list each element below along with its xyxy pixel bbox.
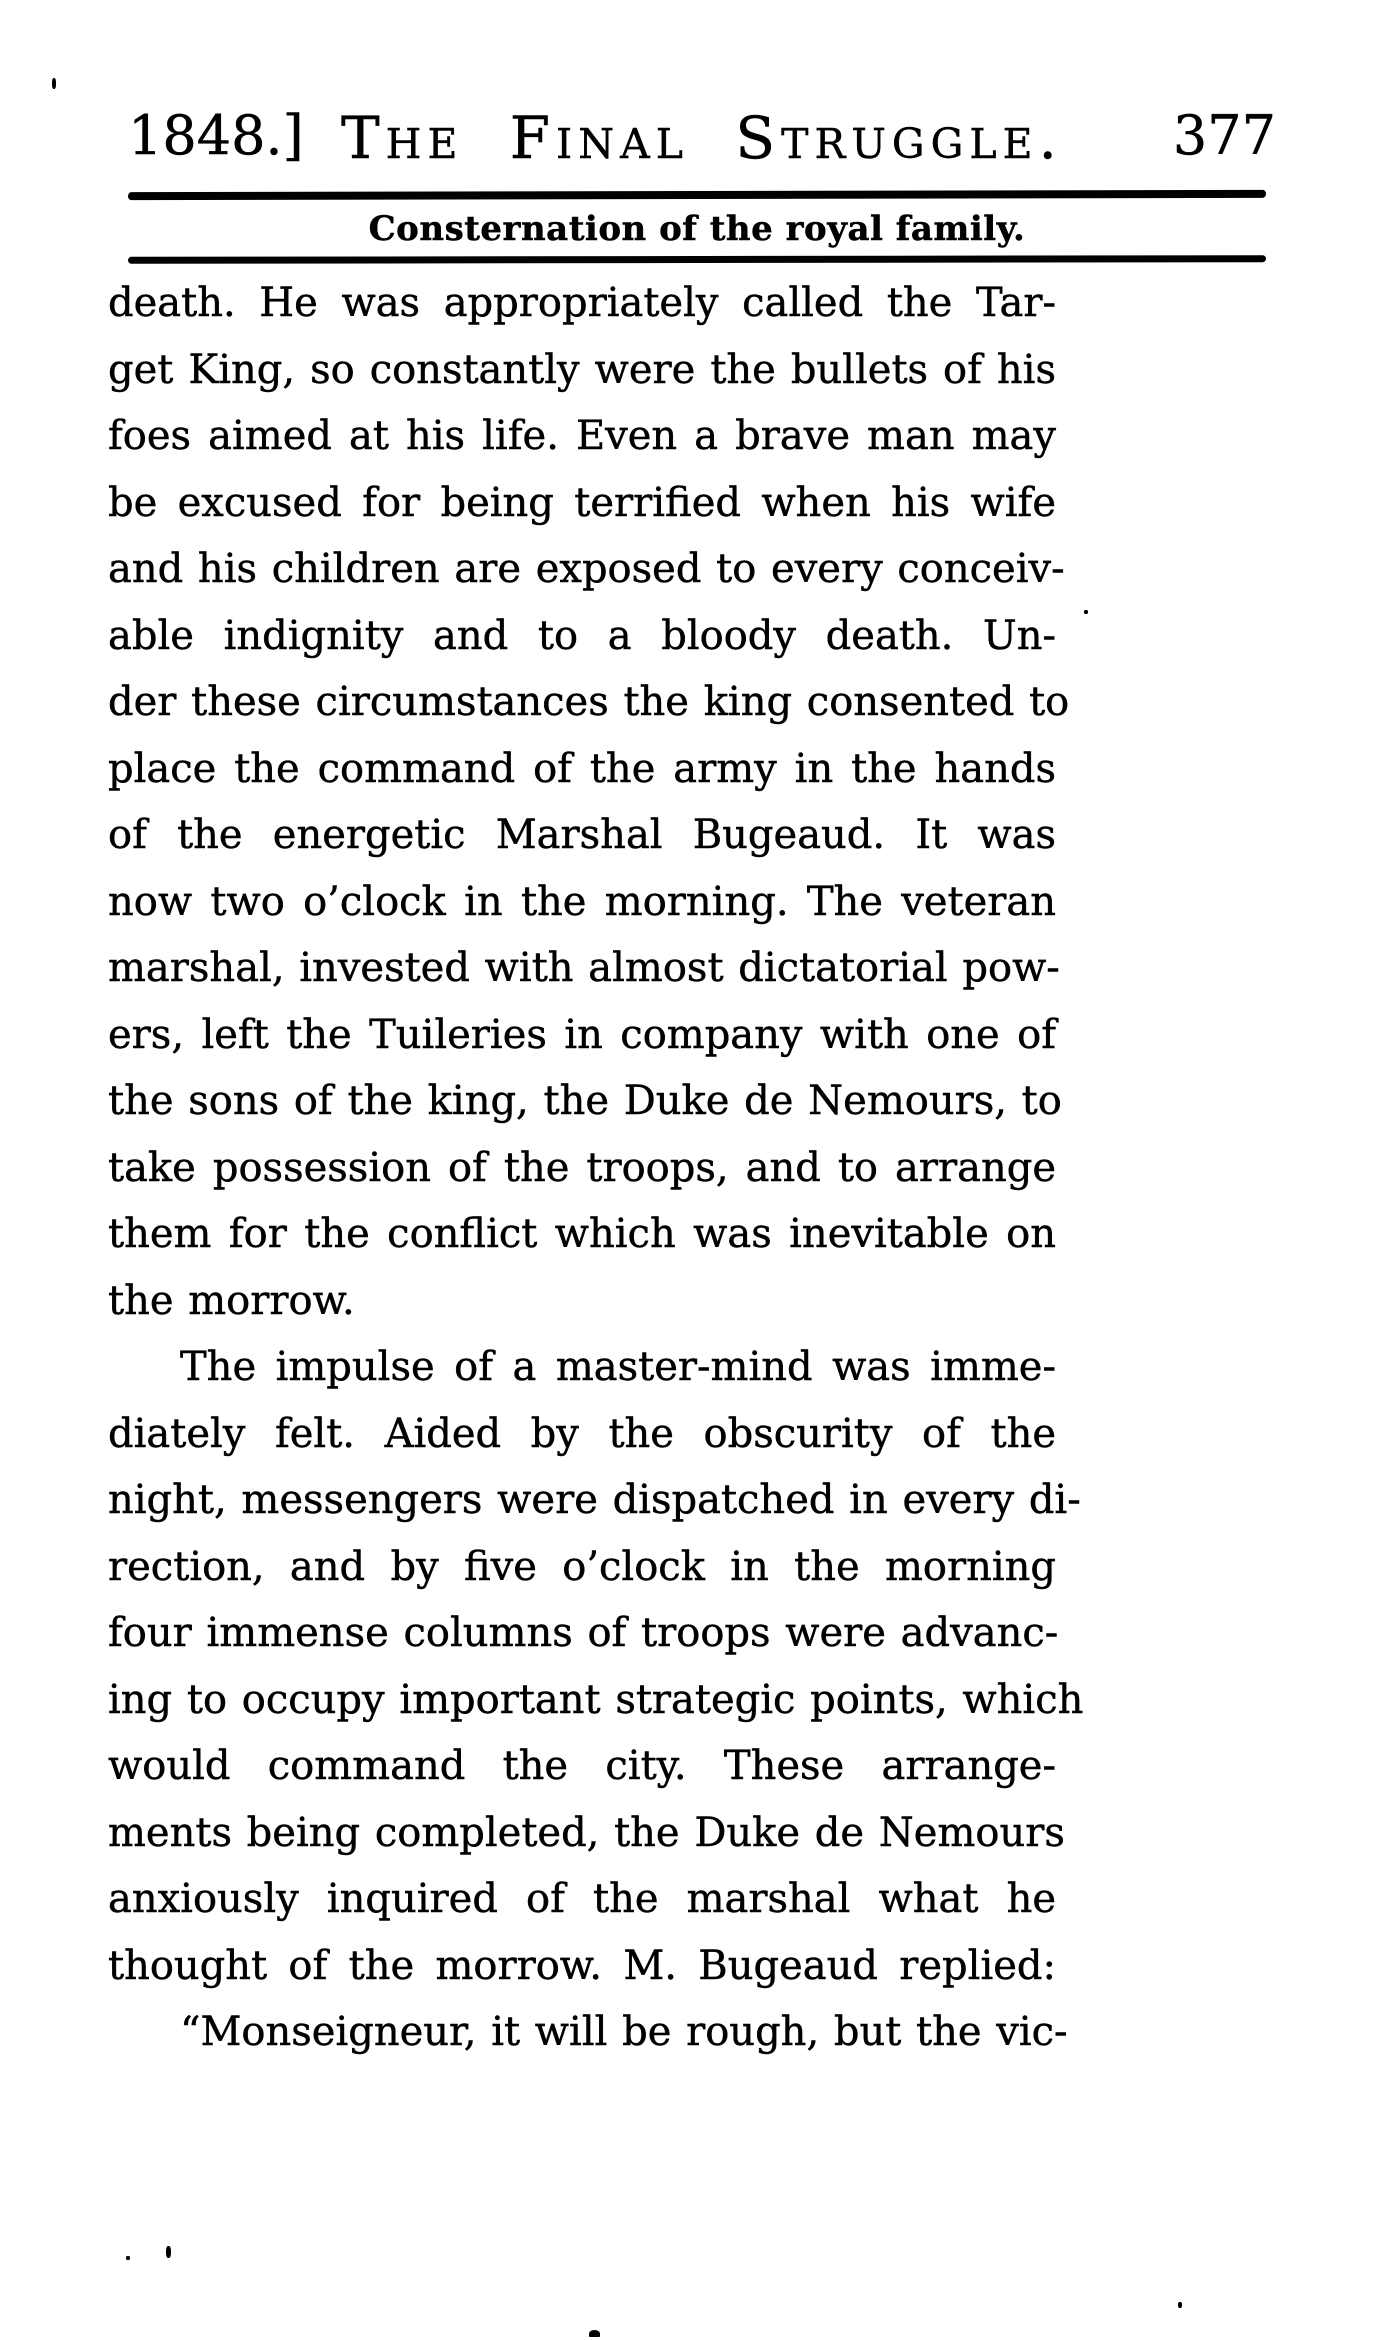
text-line: ing to occupy important strategic points, which: [108, 1676, 1084, 1723]
header-rule-bottom: [128, 255, 1266, 264]
text-line: ers, left the Tuileries in company with one of: [108, 1011, 1056, 1058]
text-line: diately felt. Aided by the obscurity of the: [108, 1410, 1056, 1457]
page-header: [128, 104, 1276, 170]
text-line: would command the city. These arrange-: [108, 1743, 1056, 1789]
page-number: 377: [1172, 104, 1276, 167]
text-line: the sons of the king, the Duke de Nemours, to: [108, 1078, 1062, 1124]
text-line: der these circumstances the king consented to: [108, 679, 1070, 725]
header-rule-top: [128, 190, 1266, 200]
text-line: marshal, invested with almost dictatorial pow-: [108, 945, 1060, 991]
text-line: night, messengers were dispatched in every di-: [108, 1477, 1081, 1523]
header-year: 1848.]: [128, 104, 304, 167]
scan-speck: [1178, 2302, 1182, 2308]
text-line: place the command of the army in the hands: [108, 745, 1056, 792]
text-line: get King, so constantly were the bullets of his: [108, 346, 1056, 393]
text-line: them for the conflict which was inevitable on: [108, 1211, 1056, 1257]
text-line: and his children are exposed to every conceiv-: [108, 546, 1065, 592]
text-line: death. He was appropriately called the Tar-: [108, 280, 1056, 326]
text-line: the morrow.: [108, 1277, 355, 1324]
text-line: of the energetic Marshal Bugeaud. It was: [108, 812, 1056, 858]
text-line: able indignity and to a bloody death. Un-: [108, 612, 1056, 659]
scan-speck: [126, 2256, 130, 2260]
text-line: The impulse of a master-mind was imme-: [180, 1344, 1056, 1390]
text-line: four immense columns of troops were advanc-: [108, 1610, 1059, 1656]
text-line: be excused for being terrified when his wife: [108, 479, 1056, 526]
body-text: [108, 270, 1084, 2066]
text-line: take possession of the troops, and to arrange: [108, 1144, 1056, 1191]
text-line: “Monseigneur, it will be rough, but the vic-: [180, 2009, 1068, 2055]
text-line: rection, and by five o’clock in the morning: [108, 1543, 1056, 1590]
text-line: now two o’clock in the morning. The veteran: [108, 878, 1056, 925]
scan-speck: [166, 2246, 171, 2258]
page-title: The Final Struggle.: [341, 104, 1063, 172]
scan-speck: [589, 2330, 600, 2337]
running-subheading: Consternation of the royal family.: [368, 209, 1026, 249]
text-line: anxiously inquired of the marshal what he: [108, 1876, 1056, 1922]
text-line: thought of the morrow. M. Bugeaud replied:: [108, 1942, 1056, 1989]
scan-speck: [52, 78, 56, 89]
text-line: ments being completed, the Duke de Nemours: [108, 1809, 1065, 1856]
text-line: foes aimed at his life. Even a brave man may: [108, 413, 1056, 459]
scan-speck: [1084, 610, 1088, 614]
